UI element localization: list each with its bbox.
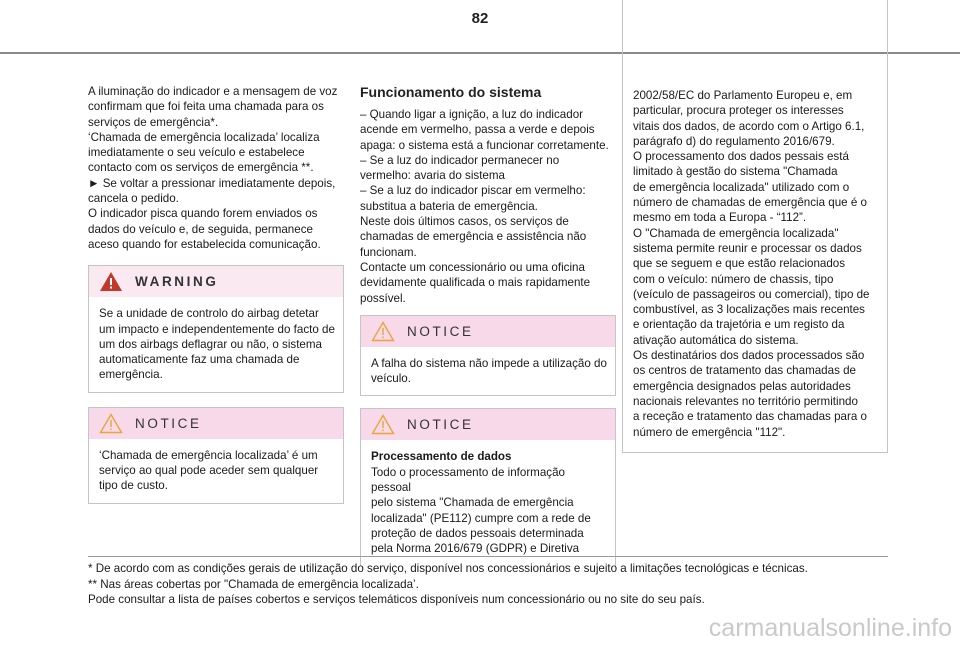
notice-body-wrap	[89, 439, 343, 503]
footnote-rule	[88, 556, 888, 557]
warning-title: WARNING	[135, 274, 219, 290]
watermark: carmanualsonline.info	[708, 614, 952, 642]
notice-triangle-icon	[371, 321, 395, 342]
notice-box	[88, 407, 344, 504]
column-1	[88, 84, 344, 504]
notice-box-data-processing	[360, 408, 616, 565]
notice-box-system-failure	[360, 315, 616, 397]
notice-body-wrap	[361, 440, 615, 565]
notice-header	[361, 316, 615, 347]
notice-title: NOTICE	[135, 415, 202, 431]
notice-body: ‘Chamada de emergência localizada’ é um serviço ao qual pode aceder sem qualquer tipo de custo.	[99, 448, 319, 493]
footnotes	[88, 561, 888, 608]
notice-triangle-icon	[371, 414, 395, 435]
warning-header	[89, 266, 343, 297]
notice-body-wrap	[361, 347, 615, 396]
warning-triangle-icon	[99, 271, 123, 292]
notice-body: A falha do sistema não impede a utilização do veículo.	[371, 356, 607, 386]
data-processing-continued-text: 2002/58/EC do Parlamento Europeu e, em particular, procura proteger os interesses vitais dos dados, de acordo com o Artigo 6.1, parágrafo d) do regulamento 2016/679. O processamento dos dados pessais está limitado à gestão do sistema "Chamada de emergência localizada" utilizado com o número de chamadas de emergência que é o mesmo em toda a Europa - “112”. O "Chamada de emergência localizada" sistema permite reunir e processar os dados que se seguem e que estão relacionados com o veículo: número de chassis, tipo (veículo de passageiros ou comercial), tipo de combustível, as 3 localizações mais recentes e orientação da trajetória e um registo da ativação automática do sistema. Os destinatários dos dados processados são os centros de tratamento das chamadas de emergência designados pelas autoridades nacionais relevantes no território permitindo a receção e tratamento das chamadas para o número de emergência "112".	[633, 89, 870, 439]
intro-paragraph: A iluminação do indicador e a mensagem de voz confirmam que foi feita uma chamada para os serviços de emergência*. ‘Chamada de emergência localizada’ localiza imediatamente o seu veículo e estabelece contacto com os serviços de emergência **. ► Se voltar a pressionar imediatamente depois, cancela o pedido. O indicador pisca quando forem enviados os dados do veículo e, de seguida, permanece aceso quando for estabelecida comunicação.	[88, 85, 338, 251]
system-operation-text: – Quando ligar a ignição, a luz do indicador acende em vermelho, passa a verde e depois apaga: o sistema está a funcionar corretamente. – Se a luz do indicador permanecer no vermelho: avaria do sistema – Se a luz do indicador piscar em vermelho: substitua a bateria de emergência. Neste dois últimos casos, os serviços de chamadas de emergência e assistência não funcionam. Contacte um concessionário ou uma oficina devidamente qualificada o mais rapidamente possível.	[360, 108, 609, 305]
footnote-1: * De acordo com as condições gerais de utilização do serviço, disponível nos concessionários e sujeito a limitações tecnológicas e técnicas.	[88, 562, 808, 575]
section-heading: Funcionamento do sistema	[360, 84, 542, 100]
notice-title: NOTICE	[407, 323, 474, 339]
column-3	[632, 84, 888, 453]
warning-body-wrap	[89, 297, 343, 391]
notice-title: NOTICE	[407, 417, 474, 433]
notice-header	[89, 408, 343, 439]
column-2	[360, 84, 616, 566]
warning-body: Se a unidade de controlo do airbag detetar um impacto e independentemente do facto de um dos airbags deflagrar ou não, o sistema automaticamente faz uma chamada de emergência.	[99, 307, 335, 382]
data-processing-text: Todo o processamento de informação pessoal pelo sistema "Chamada de emergência localizada" (PE112) cumpre com a rede de proteção de dados pessoais determinada pela Norma 2016/679 (GDPR) e Diretiva	[371, 465, 591, 556]
notice-header	[361, 409, 615, 440]
notice-triangle-icon	[99, 413, 123, 434]
footnote-2: ** Nas áreas cobertas por "Chamada de emergência localizada’.	[88, 577, 419, 591]
warning-box	[88, 265, 344, 392]
notice-box-continued	[622, 0, 888, 453]
data-processing-subheading: Processamento de dados	[371, 450, 512, 464]
footnote-3: Pode consultar a lista de países cobertos e serviços telemáticos disponíveis num concessionário ou no site do seu país.	[88, 593, 705, 606]
page-number: 82	[471, 10, 489, 27]
